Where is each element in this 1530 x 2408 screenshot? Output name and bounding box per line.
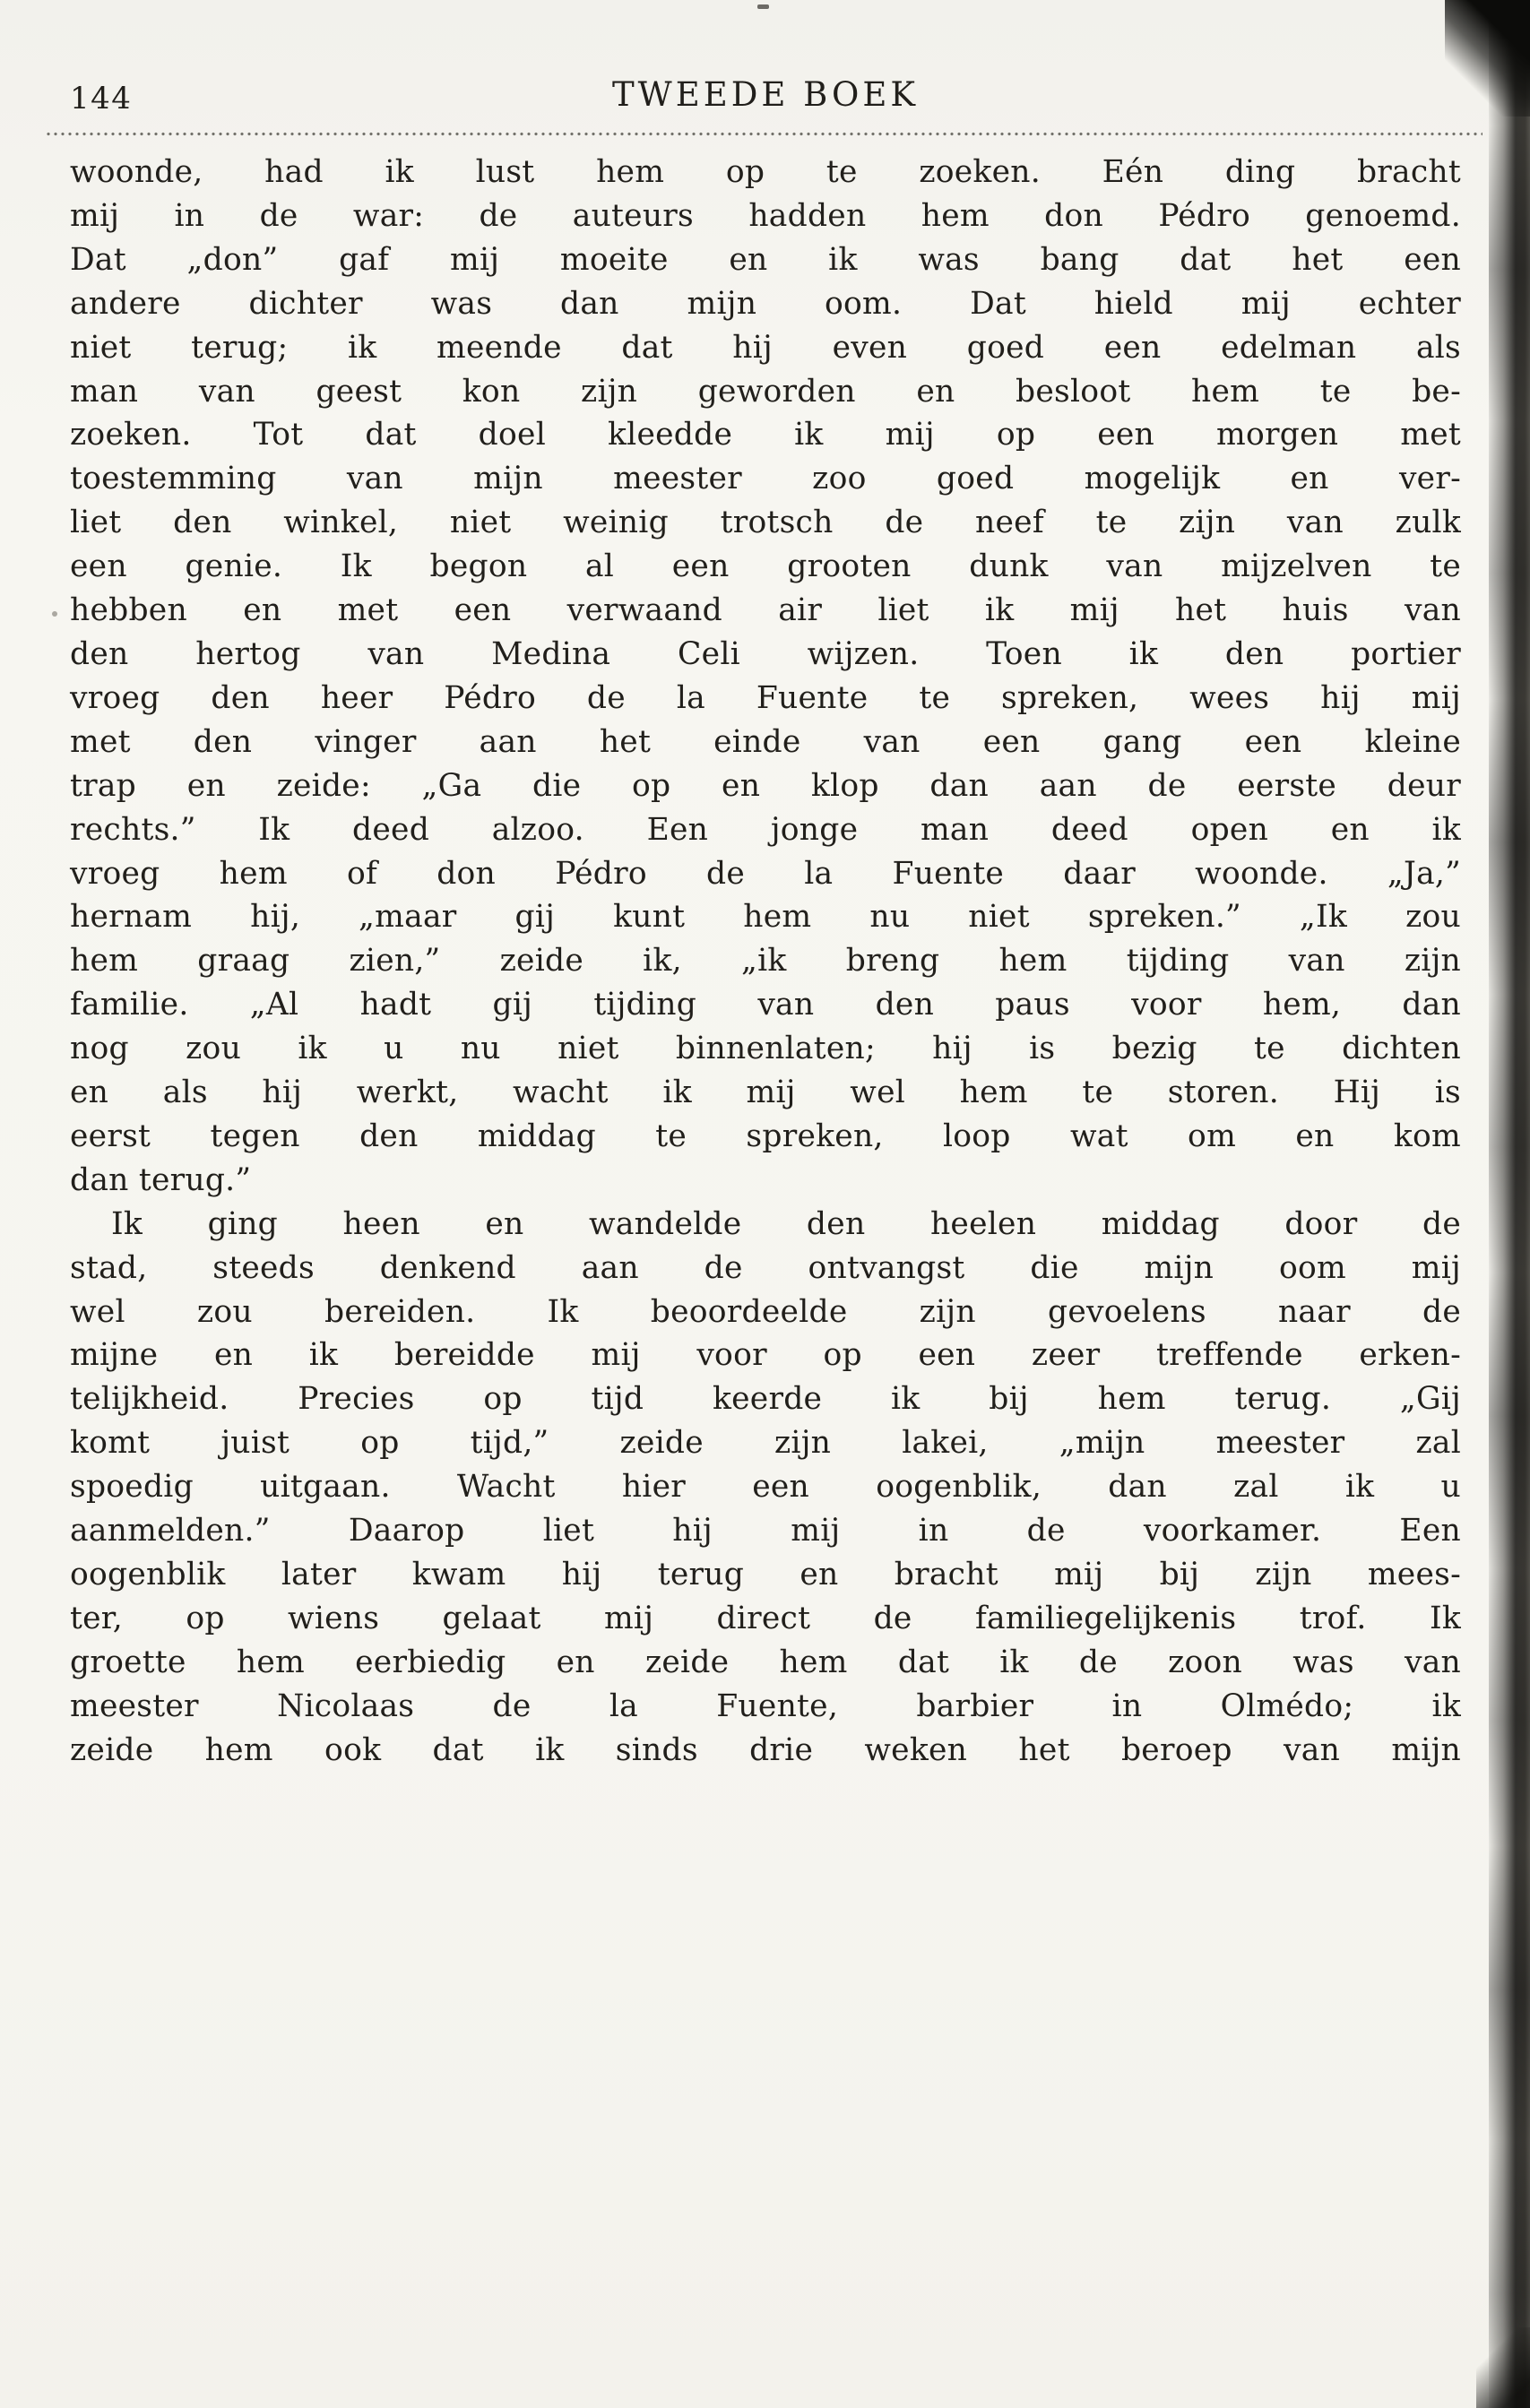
text-line: mij in de war: de auteurs hadden hem don Pédro genoemd. [70,197,1461,234]
text-line: vroeg den heer Pédro de la Fuente te spreken, wees hij mij [70,679,1461,716]
text-line: komt juist op tijd,” zeide zijn lakei, „mijn meester zal [70,1425,1461,1462]
text-line: liet den winkel, niet weinig trotsch de neef te zijn van zulk [70,505,1461,541]
text-line: hernam hij, „maar gij kunt hem nu niet spreken.” „Ik zou [70,899,1461,936]
text-line: zeide hem ook dat ik sinds drie weken het beroep van mijn [70,1731,1461,1768]
text-line: een genie. Ik begon al een grooten dunk van mijzelven te [70,548,1461,585]
text-line: zoeken. Tot dat doel kleedde ik mij op een morgen met [70,417,1461,453]
text-line: Ik ging heen en wandelde den heelen middag door de [111,1205,1461,1242]
text-line: familie. „Al hadt gij tijding van den paus voor hem, dan [70,987,1461,1023]
text-line: telijkheid. Precies op tijd keerde ik bij hem terug. „Gij [70,1381,1461,1418]
text-line: spoedig uitgaan. Wacht hier een oogenblik, dan zal ik u [70,1469,1461,1506]
text-line: meester Nicolaas de la Fuente, barbier in Olmédo; ik [70,1687,1461,1724]
body-text [70,151,1461,1773]
text-line: vroeg hem of don Pédro de la Fuente daar woonde. „Ja,” [70,855,1461,892]
text-line: wel zou bereiden. Ik beoordeelde zijn gevoelens naar de [70,1293,1461,1330]
text-line: den hertog van Medina Celi wijzen. Toen ik den portier [70,635,1461,672]
text-line: hem graag zien,” zeide ik, „ik breng hem tijding van zijn [70,943,1461,980]
text-line: en als hij werkt, wacht ik mij wel hem te storen. Hij is [70,1075,1461,1111]
text-line: mijne en ik bereidde mij voor op een zeer treffende erken- [70,1337,1461,1374]
text-line: groette hem eerbiedig en zeide hem dat ik de zoon was van [70,1644,1461,1680]
text-line: dan terug.” [70,1161,252,1198]
text-line: ter, op wiens gelaat mij direct de familiegelijkenis trof. Ik [70,1600,1461,1636]
text-line: rechts.” Ik deed alzoo. Een jonge man deed open en ik [70,811,1461,848]
text-line: woonde, had ik lust hem op te zoeken. Eén ding bracht [70,154,1461,190]
text-line: toestemming van mijn meester zoo goed mogelijk en ver- [70,461,1461,497]
text-line: man van geest kon zijn geworden en besloot hem te be- [70,373,1461,410]
text-line: trap en zeide: „Ga die op en klop dan aan de eerste deur [70,767,1461,804]
text-line: nog zou ik u nu niet binnenlaten; hij is bezig te dichten [70,1031,1461,1067]
text-line: andere dichter was dan mijn oom. Dat hield mij echter [70,285,1461,322]
running-title: TWEEDE BOEK [611,75,920,114]
text-line: oogenblik later kwam hij terug en bracht mij bij zijn mees- [70,1557,1461,1592]
text-line: niet terug; ik meende dat hij even goed een edelman als [70,329,1461,366]
scan-speck [757,4,769,9]
text-line: eerst tegen den middag te spreken, loop wat om en kom [70,1118,1461,1154]
text-line: Dat „don” gaf mij moeite en ik was bang dat het een [70,241,1461,278]
text-line: aanmelden.” Daarop liet hij mij in de voorkamer. Een [70,1513,1461,1549]
text-line: hebben en met een verwaand air liet ik mij het huis van [70,592,1461,629]
scan-dot [52,611,57,617]
page-number: 144 [70,81,133,117]
page-header [70,75,1461,118]
text-line: stad, steeds denkend aan de ontvangst die mijn oom mij [70,1249,1461,1286]
page-edge-shadow [1489,0,1530,2408]
text-line: met den vinger aan het einde van een gang een kleine [70,723,1461,760]
dotted-divider [47,132,1482,136]
